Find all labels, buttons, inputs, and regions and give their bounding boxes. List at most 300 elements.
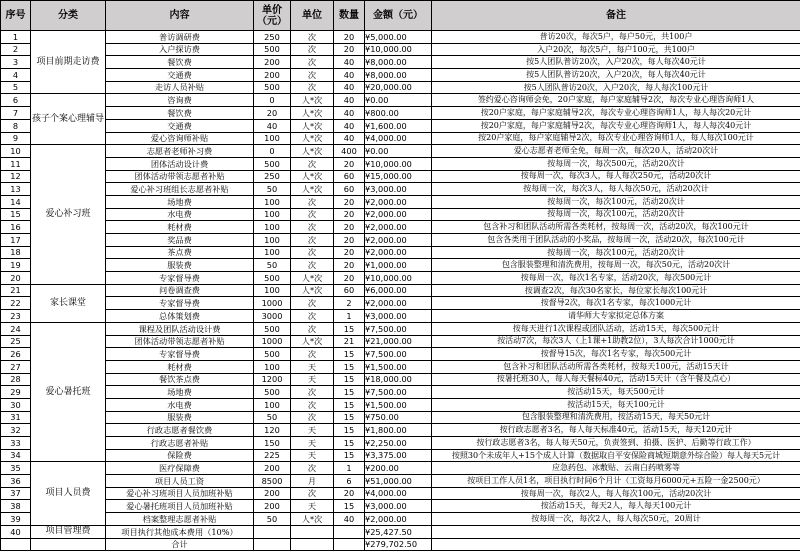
header-row <box>1 1 800 31</box>
item-content: 项目执行其他成本费用（10%） <box>106 525 254 538</box>
table-row <box>1 411 800 424</box>
note: 按每周一次，每次100元，活动20次计 <box>432 195 800 208</box>
unit-price: 500 <box>254 348 291 361</box>
item-content: 耗材费 <box>106 221 254 234</box>
quantity: 15 <box>334 373 365 386</box>
unit: 天 <box>291 360 334 373</box>
unit-price: 100 <box>254 360 291 373</box>
category-cell: 家长课堂 <box>31 284 106 322</box>
item-content: 医疗保障费 <box>106 462 254 475</box>
category-cell: 项目人员费 <box>31 462 106 525</box>
unit: 次 <box>291 208 334 221</box>
header-no: 序号 <box>1 1 31 31</box>
item-content: 爱心暑托班项目人员加班补贴 <box>106 500 254 513</box>
row-number: 22 <box>1 297 31 310</box>
unit: 天 <box>291 437 334 450</box>
item-content: 爱心补习班组长志愿者补贴 <box>106 183 254 196</box>
amount: ¥800.00 <box>365 107 432 120</box>
unit: 月 <box>291 475 334 488</box>
amount: ¥6,000.00 <box>365 284 432 297</box>
note: 按督导2次，每次1名专家，每次1000元计 <box>432 297 800 310</box>
amount: ¥2,000.00 <box>365 297 432 310</box>
quantity: 6 <box>334 475 365 488</box>
table-row <box>1 360 800 373</box>
note: 包含各类用于团队活动的小奖品，按每周一次，活动20次，每次100元计 <box>432 234 800 247</box>
row-number: 5 <box>1 81 31 94</box>
table-row <box>1 183 800 196</box>
note <box>432 525 800 538</box>
unit-price: 200 <box>254 462 291 475</box>
amount: ¥2,000.00 <box>365 208 432 221</box>
table-row <box>1 69 800 82</box>
amount: ¥2,250.00 <box>365 437 432 450</box>
header-unit: 单位 <box>291 1 334 31</box>
category-cell: 爱心暑托班 <box>31 322 106 462</box>
unit-price: 100 <box>254 221 291 234</box>
unit: 人*次 <box>291 170 334 183</box>
table-row <box>1 107 800 120</box>
unit-price: 100 <box>254 284 291 297</box>
amount: ¥10,000.00 <box>365 157 432 170</box>
header-category: 分类 <box>31 1 106 31</box>
table-row <box>1 424 800 437</box>
item-content: 问卷调查费 <box>106 284 254 297</box>
note: 按活动15天，每天100元计 <box>432 398 800 411</box>
unit-price: 100 <box>254 398 291 411</box>
unit-price: 100 <box>254 208 291 221</box>
note: 请华师大专家拟定总体方案 <box>432 310 800 323</box>
table-row <box>1 525 800 538</box>
unit: 次 <box>291 221 334 234</box>
header-qty: 数量 <box>334 1 365 31</box>
row-number: 40 <box>1 525 31 538</box>
table-row <box>1 310 800 323</box>
table-row <box>1 449 800 462</box>
unit: 次 <box>291 487 334 500</box>
unit <box>291 525 334 538</box>
amount: ¥8,000.00 <box>365 69 432 82</box>
amount: ¥7,500.00 <box>365 386 432 399</box>
table-row <box>1 56 800 69</box>
quantity: 15 <box>334 360 365 373</box>
table-row <box>1 246 800 259</box>
note: 按活动15天，每天2人，每人每天100元计 <box>432 500 800 513</box>
row-number: 1 <box>1 31 31 44</box>
table-row <box>1 487 800 500</box>
unit: 次 <box>291 386 334 399</box>
amount: ¥51,000.00 <box>365 475 432 488</box>
table-row <box>1 31 800 44</box>
row-number: 16 <box>1 221 31 234</box>
item-content: 团体活动带领志愿者补贴 <box>106 170 254 183</box>
quantity: 40 <box>334 119 365 132</box>
unit-price: 250 <box>254 170 291 183</box>
unit-price: 200 <box>254 500 291 513</box>
unit-price: 225 <box>254 449 291 462</box>
table-row <box>1 322 800 335</box>
row-number: 15 <box>1 208 31 221</box>
unit: 人*次 <box>291 335 334 348</box>
row-number: 2 <box>1 43 31 56</box>
amount: ¥20,000.00 <box>365 81 432 94</box>
note: 包含服装整理和清洗费用，按每周一次，每次50元，活动20次计 <box>432 259 800 272</box>
quantity: 15 <box>334 411 365 424</box>
item-content: 走访人员补贴 <box>106 81 254 94</box>
unit-price: 150 <box>254 437 291 450</box>
note: 应急药包、冰敷贴、云南白药喷雾等 <box>432 462 800 475</box>
quantity: 21 <box>334 335 365 348</box>
total-empty-qty <box>334 538 365 551</box>
table-row <box>1 208 800 221</box>
row-number: 18 <box>1 246 31 259</box>
unit: 次 <box>291 322 334 335</box>
note: 按行政志愿者3名，每人每天50元，负责签到、拍摄、医护、后勤等行政工作） <box>432 437 800 450</box>
unit: 人*次 <box>291 145 334 158</box>
table-row <box>1 119 800 132</box>
unit-price: 200 <box>254 487 291 500</box>
amount: ¥25,427.50 <box>365 525 432 538</box>
unit: 次 <box>291 56 334 69</box>
quantity: 20 <box>334 234 365 247</box>
unit: 次 <box>291 31 334 44</box>
item-content: 水电费 <box>106 208 254 221</box>
row-number: 37 <box>1 487 31 500</box>
note: 普访20次，每次5户，每户50元，共100户 <box>432 31 800 44</box>
note: 按每周一次，每次500元，活动20次计 <box>432 157 800 170</box>
item-content: 场地费 <box>106 195 254 208</box>
amount: ¥1,500.00 <box>365 398 432 411</box>
amount: ¥10,000.00 <box>365 272 432 285</box>
unit-price: 100 <box>254 234 291 247</box>
item-content: 交通费 <box>106 119 254 132</box>
item-content: 服装费 <box>106 259 254 272</box>
unit: 人*次 <box>291 119 334 132</box>
table-row <box>1 386 800 399</box>
note: 按调查2次，每次30名家长，每位家长每次100元计 <box>432 284 800 297</box>
item-content: 总体策划费 <box>106 310 254 323</box>
item-content: 专家督导费 <box>106 348 254 361</box>
quantity: 60 <box>334 284 365 297</box>
item-content: 行政志愿者补贴 <box>106 437 254 450</box>
unit-price: 100 <box>254 246 291 259</box>
row-number: 39 <box>1 513 31 526</box>
item-content: 服装费 <box>106 411 254 424</box>
unit: 次 <box>291 69 334 82</box>
unit: 人*次 <box>291 107 334 120</box>
amount: ¥1,000.00 <box>365 259 432 272</box>
total-empty-category <box>31 538 106 551</box>
unit: 次 <box>291 157 334 170</box>
quantity: 2 <box>334 297 365 310</box>
unit-price: 120 <box>254 424 291 437</box>
row-number: 10 <box>1 145 31 158</box>
category-cell: 项目管理费 <box>31 525 106 538</box>
item-content: 咨询费 <box>106 94 254 107</box>
total-row <box>1 538 800 551</box>
row-number: 9 <box>1 132 31 145</box>
quantity: 20 <box>334 272 365 285</box>
quantity: 15 <box>334 348 365 361</box>
item-content: 普访调研费 <box>106 31 254 44</box>
amount: ¥3,000.00 <box>365 183 432 196</box>
header-amount: 金额（元） <box>365 1 432 31</box>
row-number: 12 <box>1 170 31 183</box>
amount: ¥2,000.00 <box>365 246 432 259</box>
table-row <box>1 259 800 272</box>
row-number: 24 <box>1 322 31 335</box>
quantity: 40 <box>334 94 365 107</box>
table-row <box>1 195 800 208</box>
table-row <box>1 43 800 56</box>
note: 包含服装整理和清洗费用，按活动15天，每天50元计 <box>432 411 800 424</box>
table-row <box>1 234 800 247</box>
quantity: 40 <box>334 56 365 69</box>
note: 包含补习和团队活动所需各类耗材，按每天100元，活动15天计 <box>432 360 800 373</box>
amount: ¥7,500.00 <box>365 322 432 335</box>
table-row <box>1 373 800 386</box>
note: 按每周一次，每次3人，每人每次250元，活动20次计 <box>432 170 800 183</box>
item-content: 交通费 <box>106 69 254 82</box>
table-row <box>1 94 800 107</box>
note: 按每周一次，每次2人，每人每次100元，活动20次计 <box>432 487 800 500</box>
amount: ¥4,000.00 <box>365 132 432 145</box>
note: 按活动15天，每天500元计 <box>432 386 800 399</box>
item-content: 耗材费 <box>106 360 254 373</box>
row-number: 25 <box>1 335 31 348</box>
quantity: 60 <box>334 170 365 183</box>
quantity: 20 <box>334 157 365 170</box>
unit: 次 <box>291 259 334 272</box>
header-price: 单价（元） <box>254 1 291 31</box>
table-row <box>1 348 800 361</box>
amount: ¥21,000.00 <box>365 335 432 348</box>
note: 按20户家庭，每户家庭辅导2次，每次专业心理咨询师1人，每人每次100元计 <box>432 132 800 145</box>
note: 按照30个未成年人+15个成人计算（数据取自平安保险商城短期意外综合险）每人每天5元计 <box>432 449 800 462</box>
unit: 人*次 <box>291 94 334 107</box>
row-number: 32 <box>1 424 31 437</box>
row-number: 14 <box>1 195 31 208</box>
note: 按20户家庭，每户家庭辅导2次，每次专业心理咨询师1人，每人每次20元计 <box>432 107 800 120</box>
note: 按每周一次，每次1名专家，活动20次，每次500元计 <box>432 272 800 285</box>
row-number: 28 <box>1 373 31 386</box>
header-content: 内容 <box>106 1 254 31</box>
row-number: 34 <box>1 449 31 462</box>
unit: 次 <box>291 398 334 411</box>
row-number: 17 <box>1 234 31 247</box>
amount: ¥8,000.00 <box>365 56 432 69</box>
note: 按5人团队普访20次，入户20次，每人每次40元计 <box>432 69 800 82</box>
unit-price: 8500 <box>254 475 291 488</box>
row-number: 36 <box>1 475 31 488</box>
row-number: 3 <box>1 56 31 69</box>
row-number: 7 <box>1 107 31 120</box>
quantity: 20 <box>334 208 365 221</box>
unit-price: 200 <box>254 56 291 69</box>
amount: ¥200.00 <box>365 462 432 475</box>
row-number: 26 <box>1 348 31 361</box>
unit: 天 <box>291 424 334 437</box>
amount: ¥3,000.00 <box>365 310 432 323</box>
unit-price: 200 <box>254 69 291 82</box>
quantity: 20 <box>334 195 365 208</box>
unit-price: 500 <box>254 386 291 399</box>
unit: 天 <box>291 449 334 462</box>
unit-price: 500 <box>254 157 291 170</box>
unit-price: 100 <box>254 195 291 208</box>
note: 按5人团队普访20次，入户20次，每人每次40元计 <box>432 56 800 69</box>
total-amount: ¥279,702.50 <box>365 538 432 551</box>
item-content: 奖品费 <box>106 234 254 247</box>
table-row <box>1 475 800 488</box>
unit-price: 500 <box>254 43 291 56</box>
item-content: 保险费 <box>106 449 254 462</box>
unit-price <box>254 525 291 538</box>
unit: 次 <box>291 246 334 259</box>
amount: ¥750.00 <box>365 411 432 424</box>
row-number: 21 <box>1 284 31 297</box>
row-number: 6 <box>1 94 31 107</box>
unit: 次 <box>291 81 334 94</box>
note: 按每周一次，每次3人，每人每次50元，活动20次计 <box>432 183 800 196</box>
unit: 天 <box>291 373 334 386</box>
note: 签约爱心咨询师会免，20户家庭，每户家庭辅导2次，每次专业心理咨询师1人 <box>432 94 800 107</box>
table-row <box>1 170 800 183</box>
quantity: 20 <box>334 31 365 44</box>
unit-price: 1000 <box>254 335 291 348</box>
unit-price: 40 <box>254 119 291 132</box>
note: 按每天进行1次课程或团队活动，活动15天，每次500元计 <box>432 322 800 335</box>
amount: ¥2,000.00 <box>365 234 432 247</box>
item-content: 档案整理志愿者补贴 <box>106 513 254 526</box>
row-number: 27 <box>1 360 31 373</box>
quantity: 15 <box>334 437 365 450</box>
row-number: 30 <box>1 398 31 411</box>
table-row <box>1 398 800 411</box>
quantity: 20 <box>334 259 365 272</box>
note: 按活动7次，每次3人（上1课+1助教2位），3人每次合计1000元计 <box>432 335 800 348</box>
note: 按暑托班30人，每人每天餐标40元，活动15天计（含午餐及点心） <box>432 373 800 386</box>
table-row <box>1 145 800 158</box>
row-number: 35 <box>1 462 31 475</box>
amount: ¥4,000.00 <box>365 487 432 500</box>
item-content: 专家督导费 <box>106 297 254 310</box>
item-content: 餐饮费 <box>106 56 254 69</box>
amount: ¥3,000.00 <box>365 500 432 513</box>
total-empty-note <box>432 538 800 551</box>
amount: ¥5,000.00 <box>365 31 432 44</box>
quantity: 15 <box>334 386 365 399</box>
row-number: 13 <box>1 183 31 196</box>
quantity: 40 <box>334 132 365 145</box>
quantity: 15 <box>334 398 365 411</box>
unit: 人*次 <box>291 132 334 145</box>
category-cell: 爱心补习班 <box>31 145 106 285</box>
unit-price: 500 <box>254 272 291 285</box>
quantity: 20 <box>334 487 365 500</box>
item-content: 水电费 <box>106 398 254 411</box>
quantity: 40 <box>334 513 365 526</box>
table-row <box>1 513 800 526</box>
table-row <box>1 81 800 94</box>
unit: 人*次 <box>291 284 334 297</box>
unit-price: 50 <box>254 513 291 526</box>
unit: 次 <box>291 462 334 475</box>
unit-price: 100 <box>254 132 291 145</box>
row-number: 11 <box>1 157 31 170</box>
row-number: 29 <box>1 386 31 399</box>
table-row <box>1 284 800 297</box>
unit-price: 50 <box>254 411 291 424</box>
item-content: 餐饮费 <box>106 107 254 120</box>
total-empty-unit <box>291 538 334 551</box>
note: 按行政志愿者3名，每人每天标准40元，活动15天，每天120元计 <box>432 424 800 437</box>
row-number: 19 <box>1 259 31 272</box>
note: 按督导15次，每次1名专家，每次500元计 <box>432 348 800 361</box>
table-row <box>1 462 800 475</box>
row-number: 31 <box>1 411 31 424</box>
quantity: 400 <box>334 145 365 158</box>
category-cell: 孩子个案心理辅导 <box>31 94 106 145</box>
unit-price: 3000 <box>254 310 291 323</box>
unit: 次 <box>291 310 334 323</box>
row-number: 8 <box>1 119 31 132</box>
amount: ¥15,000.00 <box>365 170 432 183</box>
amount: ¥2,000.00 <box>365 513 432 526</box>
note: 按每周一次，每次2人，每人每次50元，20周计 <box>432 513 800 526</box>
note: 包含补习和团队活动所需各类耗材，按每周一次，活动20次，每次100元计 <box>432 221 800 234</box>
unit-price: 20 <box>254 107 291 120</box>
item-content: 课程及团队活动设计费 <box>106 322 254 335</box>
amount: ¥1,800.00 <box>365 424 432 437</box>
row-number: 33 <box>1 437 31 450</box>
amount: ¥10,000.00 <box>365 43 432 56</box>
unit: 次 <box>291 297 334 310</box>
total-empty-no <box>1 538 31 551</box>
note: 按项目工作人员1名，项目执行时间6个月计（工资每月6000元+五险一金2500元） <box>432 475 800 488</box>
table-row <box>1 297 800 310</box>
table-row <box>1 437 800 450</box>
note: 入户20次，每次5户，每户100元，共100户 <box>432 43 800 56</box>
amount: ¥1,600.00 <box>365 119 432 132</box>
row-number: 4 <box>1 69 31 82</box>
quantity: 20 <box>334 221 365 234</box>
amount: ¥0.00 <box>365 145 432 158</box>
amount: ¥3,375.00 <box>365 449 432 462</box>
table-row <box>1 221 800 234</box>
table-row <box>1 500 800 513</box>
table-row <box>1 272 800 285</box>
unit-price: 1200 <box>254 373 291 386</box>
item-content: 场地费 <box>106 386 254 399</box>
amount: ¥2,000.00 <box>365 195 432 208</box>
unit-price: 500 <box>254 322 291 335</box>
total-empty-price <box>254 538 291 551</box>
quantity: 20 <box>334 246 365 259</box>
item-content: 爱心补习班项目人员加班补贴 <box>106 487 254 500</box>
quantity: 1 <box>334 462 365 475</box>
note: 按每周一次，每次100元，活动20次计 <box>432 208 800 221</box>
unit: 人*次 <box>291 513 334 526</box>
item-content: 志愿者老师补习费 <box>106 145 254 158</box>
amount: ¥7,500.00 <box>365 348 432 361</box>
unit-price: 500 <box>254 81 291 94</box>
total-label: 合计 <box>106 538 254 551</box>
quantity: 40 <box>334 107 365 120</box>
unit: 次 <box>291 195 334 208</box>
unit: 次 <box>291 43 334 56</box>
quantity: 40 <box>334 69 365 82</box>
unit: 人*次 <box>291 272 334 285</box>
